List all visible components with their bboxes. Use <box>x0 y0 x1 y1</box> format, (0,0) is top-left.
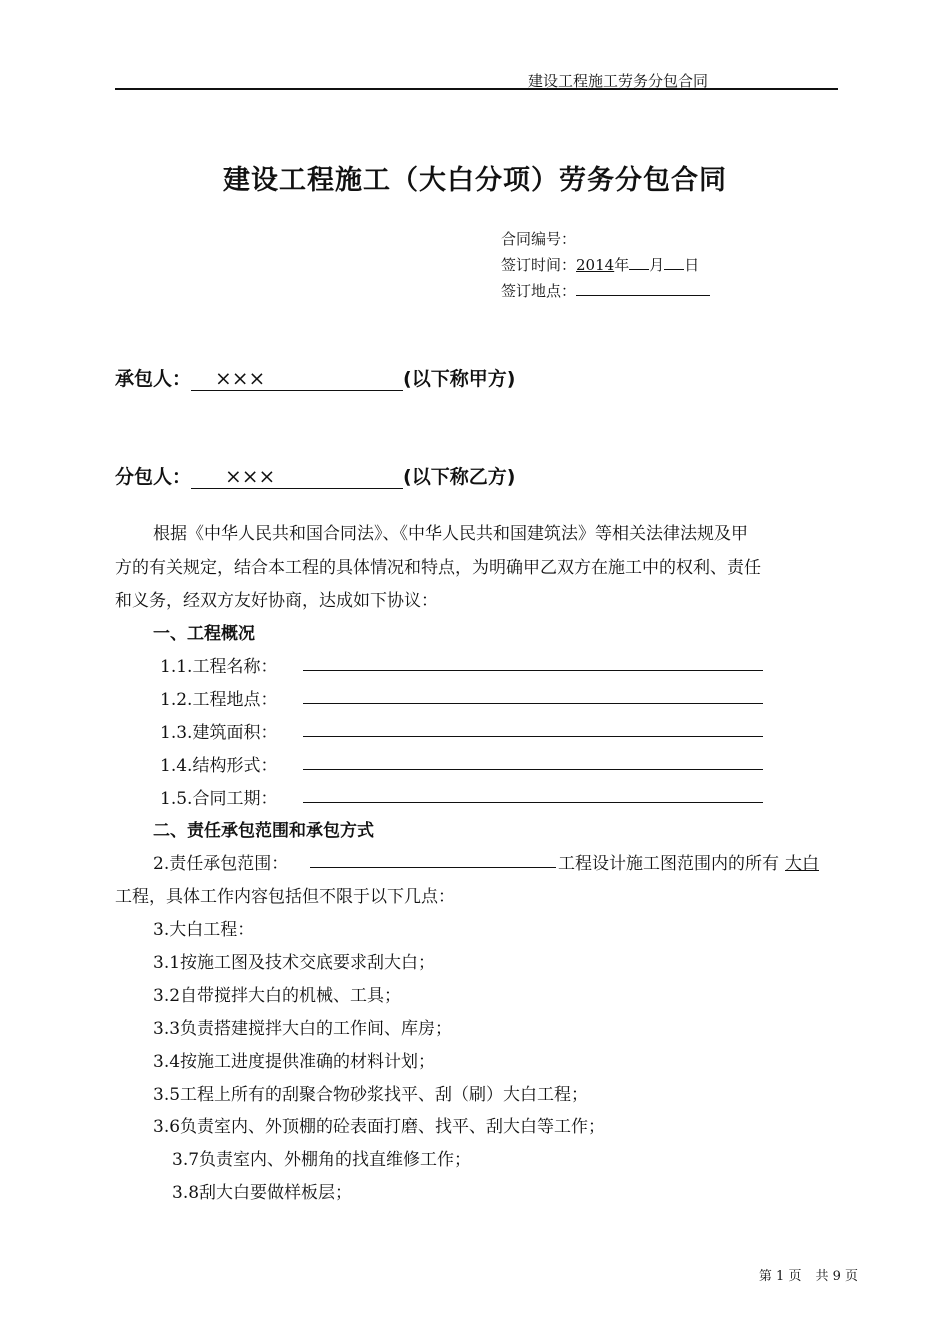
page-number: 第 1 页 <box>758 1269 802 1284</box>
sign-time-year: 2014 <box>576 256 615 274</box>
contract-number-label: 合同编号： <box>501 230 577 248</box>
project-location-blank <box>303 703 763 704</box>
contractor-name: ××× <box>191 366 403 391</box>
item-structure-type: 1.4.结构形式： <box>160 756 278 776</box>
list-item: 3.3负责搭建搅拌大白的工作间、库房； <box>153 1019 453 1039</box>
contractor-line <box>115 364 515 391</box>
header-rule <box>115 88 838 90</box>
item-project-location: 1.2.工程地点： <box>160 690 278 710</box>
year-suffix: 年 <box>614 256 630 274</box>
month-suffix: 月 <box>649 256 665 274</box>
section-3-heading: 3.大白工程： <box>153 920 255 940</box>
running-header: 建设工程施工劳务分包合同 <box>527 72 708 90</box>
section-1-heading: 一、工程概况 <box>153 624 255 644</box>
document-title: 建设工程施工（大白分项）劳务分包合同 <box>223 165 727 196</box>
list-item: 3.8刮大白要做样板层； <box>172 1183 353 1203</box>
intro-line-2: 方的有关规定，结合本工程的具体情况和特点，为明确甲乙双方在施工中的权利、责任 <box>115 558 761 578</box>
building-area-blank <box>303 736 763 737</box>
scope-blank <box>310 867 556 868</box>
intro-line-1: 根据《中华人民共和国合同法》、《中华人民共和国建筑法》等相关法律法规及甲 <box>153 524 748 544</box>
page-total: 共 9 页 <box>815 1269 858 1284</box>
item-project-name: 1.1.工程名称： <box>160 657 278 677</box>
project-name-blank <box>303 670 763 671</box>
contractor-suffix: (以下称甲方) <box>403 368 516 390</box>
page-footer <box>759 1265 858 1284</box>
list-item: 3.6负责室内、外顶棚的砼表面打磨、找平、刮大白等工作； <box>153 1117 606 1137</box>
scope-mid-text: 工程设计施工图范围内的所有 <box>558 854 779 874</box>
sign-time-label: 签订时间： <box>501 256 577 274</box>
item-building-area: 1.3.建筑面积： <box>160 723 278 743</box>
month-blank <box>629 268 649 270</box>
contractor-label: 承包人： <box>115 368 192 390</box>
list-item: 3.5工程上所有的刮聚合物砂浆找平、刮（刷）大白工程； <box>153 1085 589 1105</box>
sign-place-label: 签订地点： <box>501 282 577 300</box>
subcontractor-line <box>115 462 515 489</box>
scope-continuation: 工程，具体工作内容包括但不限于以下几点： <box>115 887 455 907</box>
scope-label: 2.责任承包范围： <box>153 854 289 874</box>
day-suffix: 日 <box>684 256 700 274</box>
item-contract-period: 1.5.合同工期： <box>160 789 278 809</box>
list-item: 3.2自带搅拌大白的机械、工具； <box>153 986 402 1006</box>
section-2-heading: 二、责任承包范围和承包方式 <box>153 821 374 841</box>
day-blank <box>664 268 684 270</box>
list-item: 3.7负责室内、外棚角的找直维修工作； <box>172 1150 472 1170</box>
subcontractor-label: 分包人： <box>115 466 192 488</box>
intro-line-3: 和义务，经双方友好协商，达成如下协议： <box>115 591 438 611</box>
sign-place-line <box>501 280 710 301</box>
subcontractor-suffix: (以下称乙方) <box>403 466 516 488</box>
contract-period-blank <box>303 802 763 803</box>
scope-text <box>558 849 819 874</box>
sign-time-line <box>501 254 699 275</box>
list-item: 3.1按施工图及技术交底要求刮大白； <box>153 953 436 973</box>
subcontractor-name: ××× <box>191 464 403 489</box>
sign-place-blank <box>576 294 710 296</box>
list-item: 3.4按施工进度提供准确的材料计划； <box>153 1052 436 1072</box>
structure-type-blank <box>303 769 763 770</box>
contract-number-line <box>501 228 576 249</box>
scope-underlined-text: 大白 <box>785 854 819 874</box>
